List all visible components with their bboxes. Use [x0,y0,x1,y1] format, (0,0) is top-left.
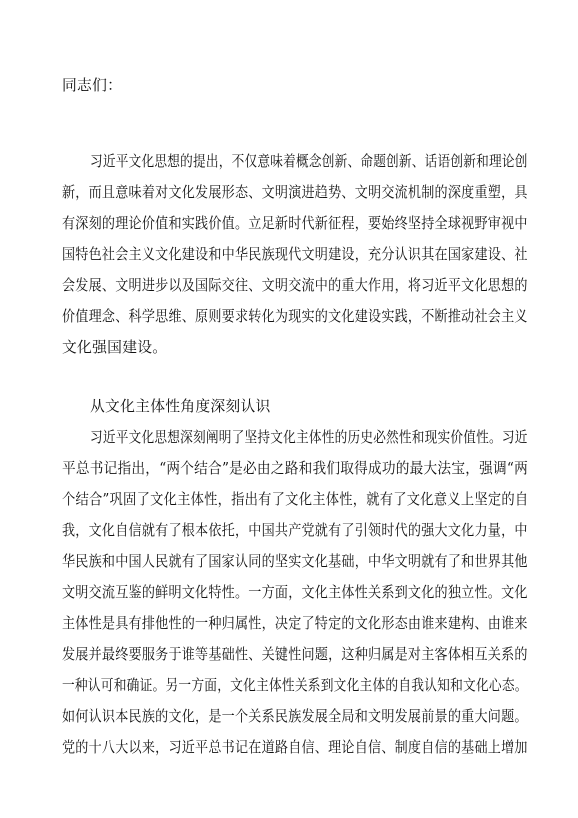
intro-line: 习近平文化思想的提出，不仅意味着概念创新、命题创新、话语创新和理论创 [90,153,528,170]
intro-line: 价值理念、科学思维、原则要求转化为现实的文化建设实践，不断推动社会主义 [62,308,528,325]
body-line: 发展并最终要服务于谁等基础性、关键性问题，这种归属是对主客体相互关系的 [62,646,528,663]
body-line: 一种认可和确证。另一方面，文化主体性关系到文化主体的自我认知和文化心态。 [62,677,528,694]
intro-line: 国特色社会主义文化建设和中华民族现代文明建设，充分认识其在国家建设、社 [62,246,528,263]
intro-line: 有深刻的理论价值和实践价值。立足新时代新征程，要始终坚持全球视野审视中 [62,215,528,232]
body-line: 华民族和中国人民就有了国家认同的坚实文化基础，中华文明就有了和世界其他 [62,553,528,570]
body-line: 我，文化自信就有了根本依托，中国共产党就有了引领时代的强大文化力量，中 [62,522,528,539]
body-line: 党的十八大以来，习近平总书记在道路自信、理论自信、制度自信的基础上增加 [62,739,528,756]
body-line: 文明交流互鉴的鲜明文化特性。一方面，文化主体性关系到文化的独立性。文化 [62,584,528,601]
intro-line: 会发展、文明进步以及国际交往、文明交流中的重大作用，将习近平文化思想的 [62,277,528,294]
body-line: 个结合”巩固了文化主体性，指出有了文化主体性，就有了文化意义上坚定的自 [62,491,529,508]
body-line: 如何认识本民族的文化，是一个关系民族发展全局和文明发展前景的重大问题。 [62,708,528,725]
salutation: 同志们： [62,77,123,94]
body-line: 平总书记指出，“两个结合”是必由之路和我们取得成功的最大法宝，强调“两 [62,460,528,477]
intro-line: 新，而且意味着对文化发展形态、文明演进趋势、文明交流机制的深度重塑，具 [62,184,528,201]
body-line: 习近平文化思想深刻阐明了坚持文化主体性的历史必然性和现实价值性。习近 [90,429,528,446]
section-heading: 从文化主体性角度深刻认识 [90,398,271,415]
body-line: 主体性是具有排他性的一种归属性，决定了特定的文化形态由谁来建构、由谁来 [62,615,528,632]
intro-line: 文化强国建设。 [62,339,168,356]
